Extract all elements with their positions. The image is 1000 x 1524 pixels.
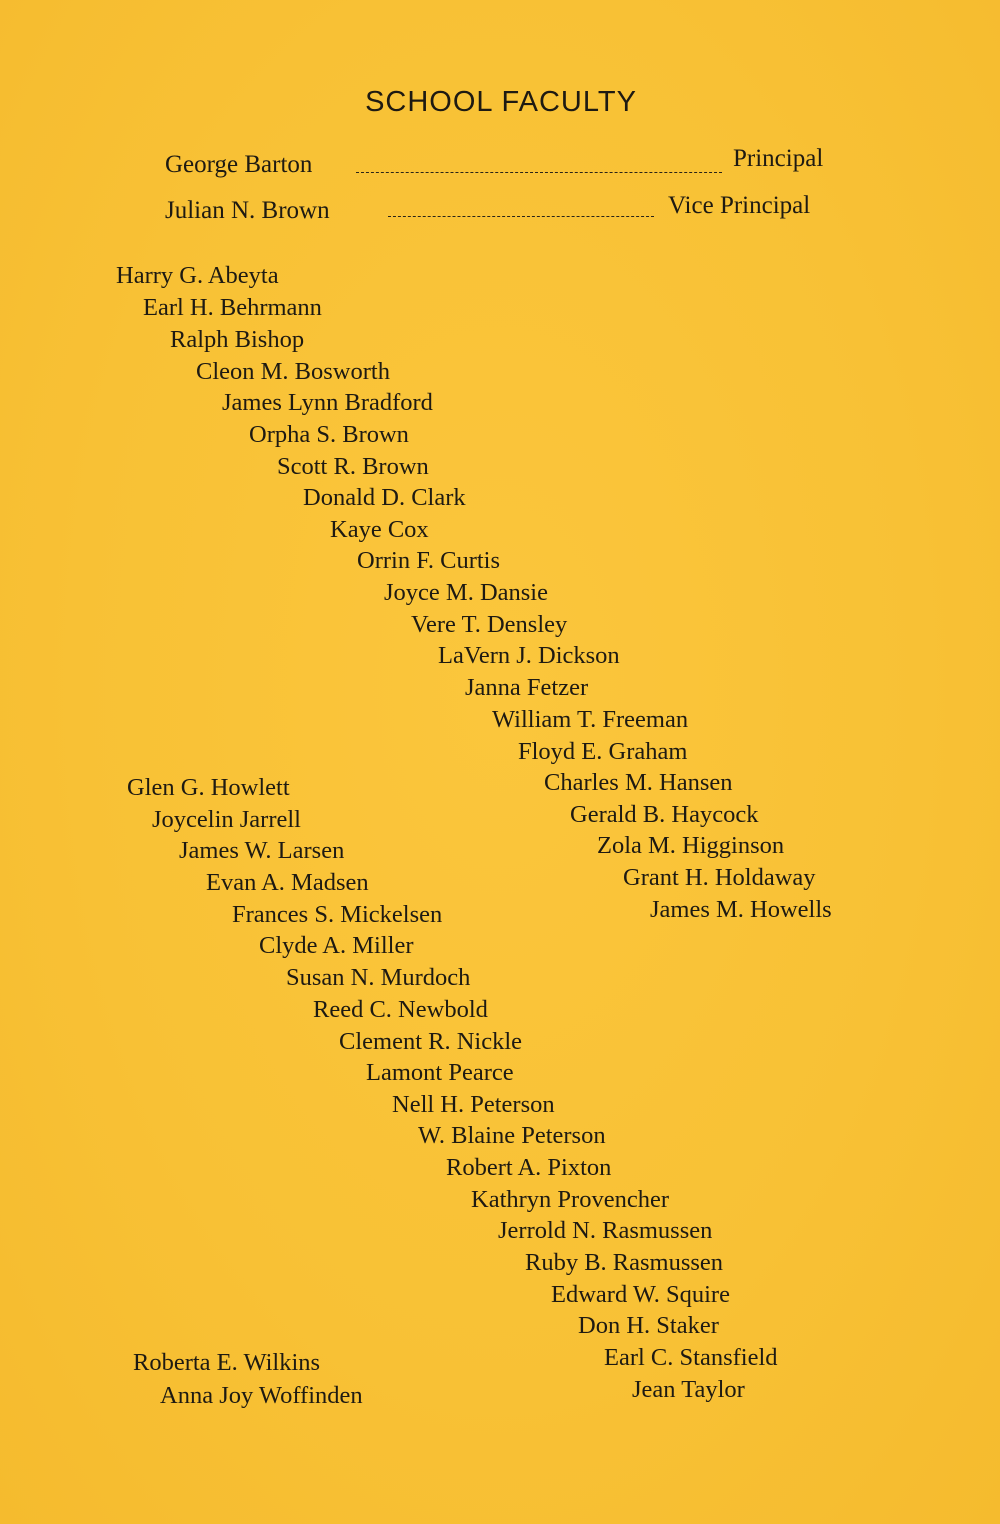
faculty-name: James W. Larsen (179, 837, 345, 864)
faculty-name: Cleon M. Bosworth (196, 358, 390, 385)
faculty-name: Earl H. Behrmann (143, 294, 322, 321)
faculty-name: James Lynn Bradford (222, 389, 433, 416)
officer-role: Vice Principal (668, 192, 811, 219)
faculty-name: Donald D. Clark (303, 484, 466, 511)
page-title: SCHOOL FACULTY (365, 86, 637, 118)
faculty-name: Grant H. Holdaway (623, 864, 816, 891)
faculty-name: James M. Howells (650, 896, 832, 923)
faculty-name: Gerald B. Haycock (570, 801, 759, 828)
faculty-name: Clement R. Nickle (339, 1028, 523, 1055)
faculty-name: Frances S. Mickelsen (232, 901, 443, 928)
faculty-name: Clyde A. Miller (259, 932, 414, 959)
faculty-name: Anna Joy Woffinden (160, 1382, 363, 1409)
dotted-leader (356, 172, 722, 173)
faculty-name: Jean Taylor (632, 1376, 745, 1403)
faculty-name: Kathryn Provencher (471, 1186, 669, 1213)
faculty-name: Ralph Bishop (170, 326, 305, 353)
faculty-name: Nell H. Peterson (392, 1091, 555, 1118)
faculty-name: Joycelin Jarrell (152, 806, 301, 833)
faculty-name: Lamont Pearce (366, 1059, 514, 1086)
faculty-name: Janna Fetzer (465, 674, 589, 701)
faculty-name: Floyd E. Graham (518, 738, 688, 765)
faculty-name: Jerrold N. Rasmussen (498, 1217, 713, 1244)
faculty-name: Scott R. Brown (277, 453, 429, 480)
faculty-name: Edward W. Squire (551, 1281, 730, 1308)
faculty-name: Glen G. Howlett (127, 774, 290, 801)
faculty-name: Roberta E. Wilkins (133, 1349, 321, 1376)
faculty-name: Zola M. Higginson (597, 832, 785, 859)
faculty-name: Don H. Staker (578, 1312, 719, 1339)
faculty-name: Orrin F. Curtis (357, 547, 501, 574)
faculty-name: Evan A. Madsen (206, 869, 369, 896)
faculty-name: LaVern J. Dickson (438, 642, 620, 669)
faculty-name: Earl C. Stansfield (604, 1344, 778, 1371)
faculty-name: Harry G. Abeyta (116, 262, 279, 289)
officer-role: Principal (733, 145, 824, 172)
faculty-name: Robert A. Pixton (446, 1154, 612, 1181)
officer-name: George Barton (165, 151, 313, 178)
faculty-name: W. Blaine Peterson (418, 1122, 606, 1149)
faculty-name: Vere T. Densley (411, 611, 568, 638)
faculty-name: William T. Freeman (492, 706, 689, 733)
faculty-name: Susan N. Murdoch (286, 964, 471, 991)
faculty-name: Kaye Cox (330, 516, 429, 543)
faculty-name: Orpha S. Brown (249, 421, 409, 448)
faculty-name: Joyce M. Dansie (384, 579, 548, 606)
faculty-name: Charles M. Hansen (544, 769, 733, 796)
faculty-name: Ruby B. Rasmussen (525, 1249, 724, 1276)
dotted-leader (388, 216, 654, 217)
officer-name: Julian N. Brown (165, 197, 330, 224)
faculty-name: Reed C. Newbold (313, 996, 488, 1023)
